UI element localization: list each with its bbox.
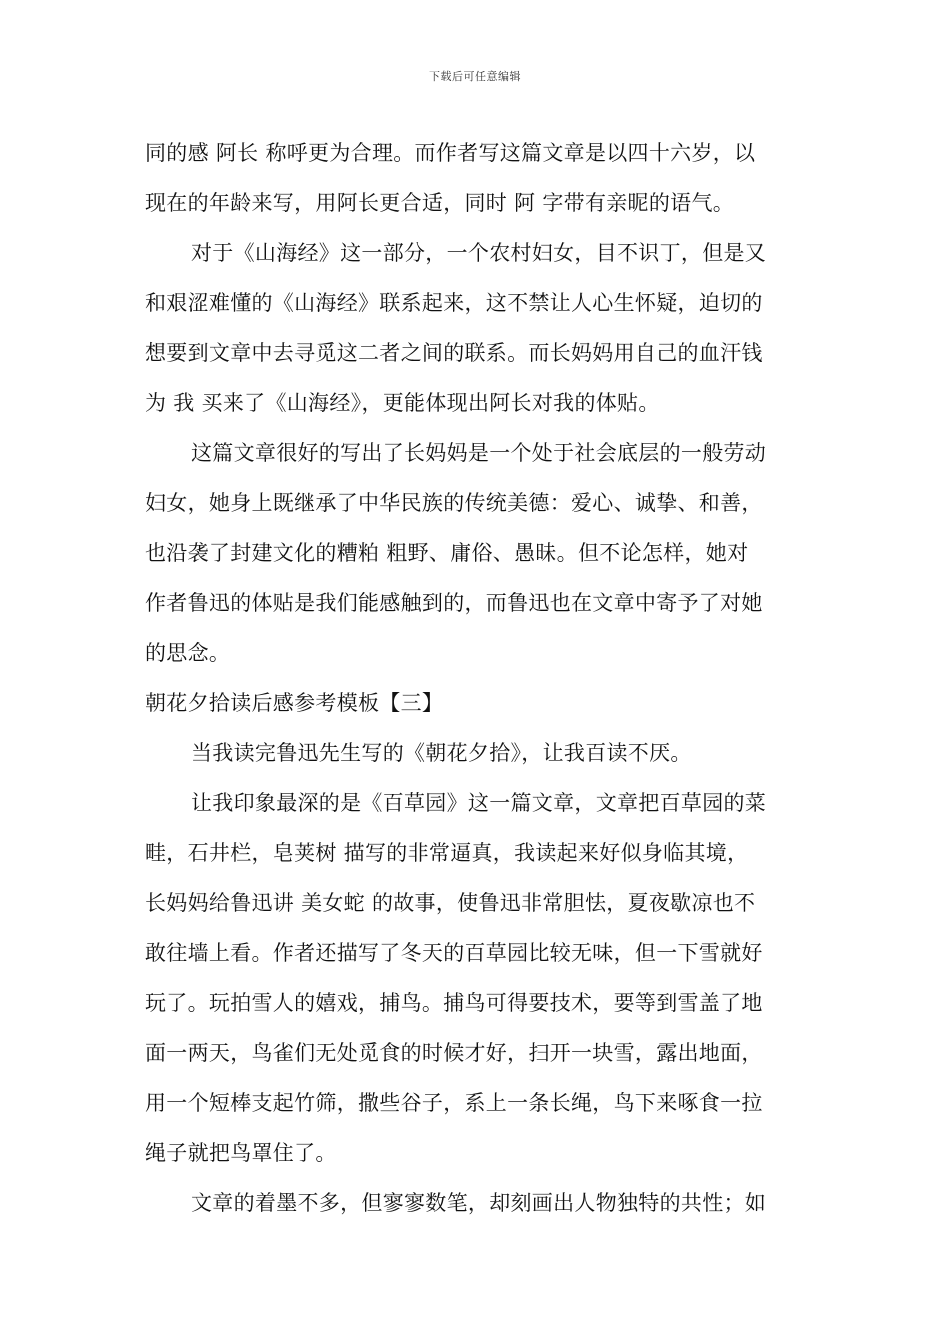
- paragraph: [145, 128, 807, 228]
- text-line: 对于《山海经》这一部分，一个农村妇女，目不识丁，但是又: [191, 241, 767, 265]
- section-heading-text: 朝花夕拾读后感参考模板【三】: [145, 691, 444, 715]
- text-line: 敢往墙上看。作者还描写了冬天的百草园比较无味，但一下雪就好: [145, 941, 763, 965]
- document-body: [145, 128, 807, 1228]
- text-line: 玩了。玩拍雪人的嬉戏，捕鸟。捕鸟可得要技术，要等到雪盖了地: [145, 991, 763, 1015]
- paragraph: [145, 228, 807, 428]
- text-line: 用一个短棒支起竹筛，撒些谷子，系上一条长绳，鸟下来啄食一拉: [145, 1091, 763, 1115]
- paragraph: [145, 428, 807, 678]
- paragraph: [145, 778, 807, 1178]
- text-line: 当我读完鲁迅先生写的《朝花夕拾》，让我百读不厌。: [191, 741, 692, 765]
- text-line: 作者鲁迅的体贴是我们能感触到的，而鲁迅也在文章中寄予了对她: [145, 591, 763, 615]
- text-line: 也沿袭了封建文化的糟粕 粗野、庸俗、愚昧。但不论怎样，她对: [145, 541, 749, 565]
- paragraph: [145, 728, 807, 778]
- text-line: 的思念。: [145, 641, 231, 665]
- text-line: 这篇文章很好的写出了长妈妈是一个处于社会底层的一般劳动: [191, 441, 767, 465]
- text-line: 和艰涩难懂的《山海经》联系起来，这不禁让人心生怀疑，迫切的: [145, 291, 763, 315]
- text-line: 妇女，她身上既继承了中华民族的传统美德：爱心、诚挚、和善，: [145, 491, 763, 515]
- paragraph: [145, 1178, 807, 1228]
- text-line: 畦，石井栏，皂荚树 描写的非常逼真，我读起来好似身临其境，: [145, 841, 749, 865]
- text-line: 绳子就把鸟罩住了。: [145, 1141, 337, 1165]
- text-line: 现在的年龄来写，用阿长更合适，同时 阿 字带有亲昵的语气。: [145, 191, 735, 215]
- text-line: 面一两天，鸟雀们无处觅食的时候才好，扫开一块雪，露出地面，: [145, 1041, 763, 1065]
- text-line: 为 我 买来了《山海经》，更能体现出阿长对我的体贴。: [145, 391, 660, 415]
- text-line: 长妈妈给鲁迅讲 美女蛇 的故事，使鲁迅非常胆怯，夏夜歇凉也不: [145, 891, 756, 915]
- text-line: 想要到文章中去寻觅这二者之间的联系。而长妈妈用自己的血汗钱: [145, 341, 763, 365]
- text-line: 同的感 阿长 称呼更为合理。而作者写这篇文章是以四十六岁，以: [145, 141, 756, 165]
- text-line: 文章的着墨不多，但寥寥数笔，却刻画出人物独特的共性；如: [191, 1191, 767, 1215]
- section-heading: [145, 678, 807, 728]
- page-header: 下载后可任意编辑: [429, 70, 521, 83]
- text-line: 让我印象最深的是《百草园》这一篇文章，文章把百草园的菜: [191, 791, 767, 815]
